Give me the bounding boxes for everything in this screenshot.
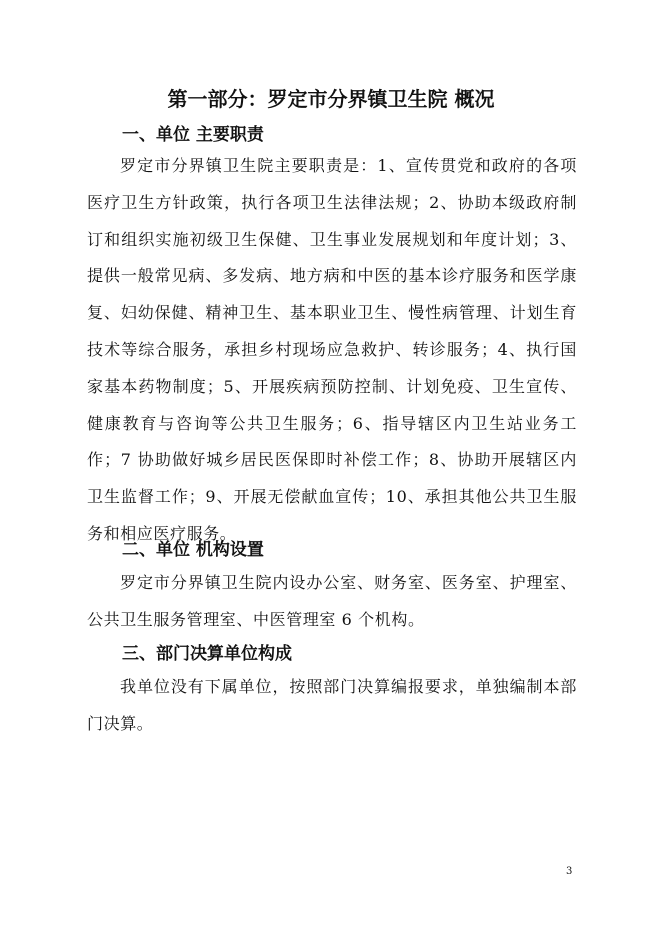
section-body-composition: 我单位没有下属单位，按照部门决算编报要求，单独编制本部门决算。 [87,677,577,733]
section-heading-structure: 二、单位 机构设置 [122,540,264,560]
section-body-structure: 罗定市分界镇卫生院内设办公室、财务室、医务室、护理室、公共卫生服务管理室、中医管理室 6 个机构。 [87,573,577,629]
page-number: 3 [566,866,573,877]
section-heading-duties: 一、单位 主要职责 [122,125,264,145]
document-title: 第一部分：罗定市分界镇卫生院 概况 [167,87,495,111]
section-body-duties: 罗定市分界镇卫生院主要职责是：1、宣传贯党和政府的各项医疗卫生方针政策，执行各项卫生法律法规；2、协助本级政府制订和组织实施初级卫生保健、卫生事业发展规划和年度计划；3、提供一般常见病、多发病、地方病和中医的基本诊疗服务和医学康复、妇幼保健、精神卫生、基本职业卫生、慢性病管理、计划生育技术等综合服务，承担乡村现场应急救护、转诊服务；4、执行国家基本药物制度；5、开展疾病预防控制、计划免疫、卫生宣传、健康教育与咨询等公共卫生服务；6、指导辖区内卫生站业务工作；7 协助做好城乡居民医保即时补偿工作；8、协助开展辖区内卫生监督工作；9、开展无偿献血宣传；10、承担其他公共卫生服务和相应医疗服务。 [87,156,577,543]
section-heading-composition: 三、部门决算单位构成 [122,644,292,664]
